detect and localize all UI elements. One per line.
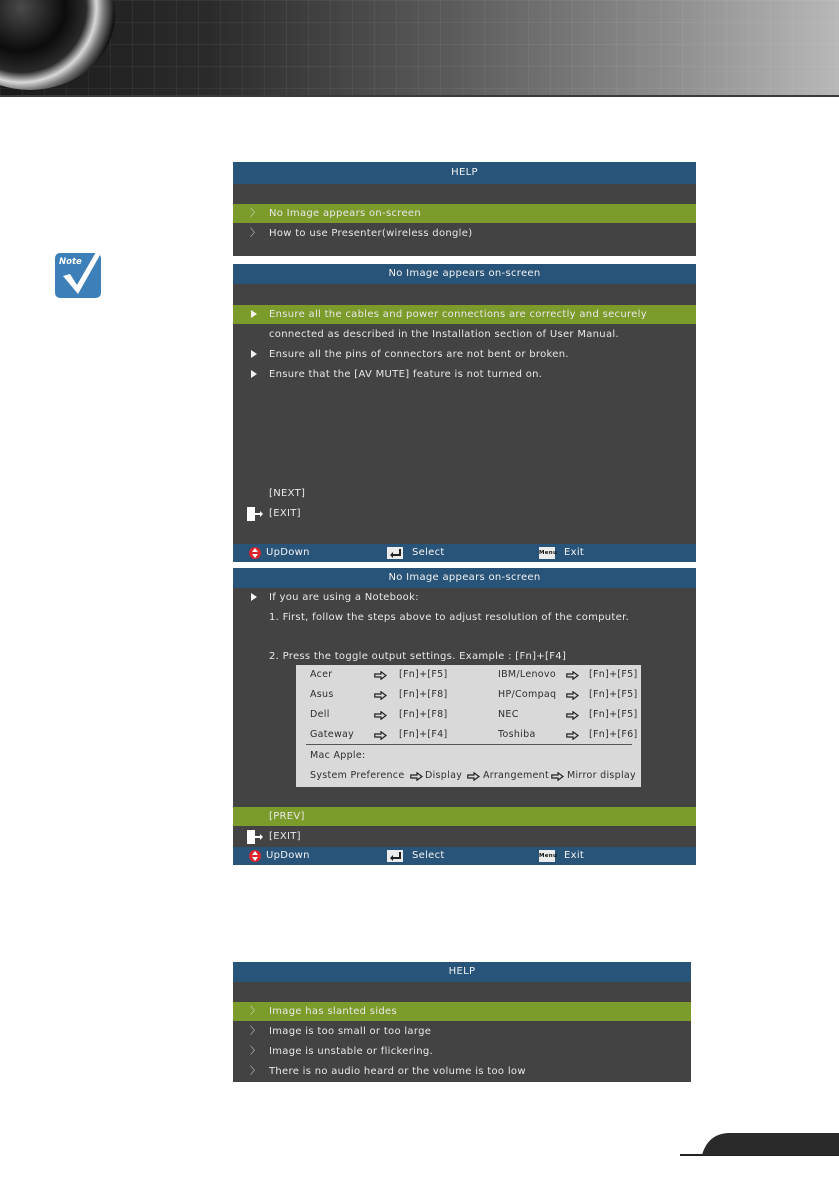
brand-name: Acer	[310, 669, 333, 680]
panel-title: No Image appears on-screen	[233, 568, 696, 588]
intro-row	[233, 588, 696, 607]
arrow-right-icon	[551, 772, 564, 781]
brand-name: Gateway	[310, 729, 355, 740]
brand-name: IBM/Lenovo	[498, 669, 556, 680]
next-label: [NEXT]	[269, 488, 306, 499]
step-text: 1. First, follow the steps above to adjust resolution of the computer.	[269, 612, 630, 623]
banner-pattern	[0, 0, 839, 97]
menu-key-icon: Menu	[539, 547, 555, 559]
hotkey-table	[296, 665, 641, 787]
updown-label: UpDown	[266, 850, 310, 861]
exit-button[interactable]	[233, 827, 696, 846]
menu-item-label: Image is too small or too large	[269, 1026, 432, 1037]
triangle-bullet-icon	[251, 370, 257, 378]
select-label: Select	[412, 850, 445, 861]
arrow-right-icon	[566, 671, 579, 680]
bullet-text: Ensure all the pins of connectors are not bent or broken.	[269, 349, 569, 360]
select-label: Select	[412, 547, 445, 558]
bullet-row	[233, 365, 696, 384]
arrow-right-icon	[566, 731, 579, 740]
brand-keys: [Fn]+[F5]	[589, 709, 638, 720]
menu-item-size[interactable]	[233, 1022, 691, 1041]
arrow-right-icon	[566, 711, 579, 720]
menu-item-flicker[interactable]	[233, 1042, 691, 1061]
menu-item-slanted-sides[interactable]	[233, 1002, 691, 1021]
updown-icon	[249, 547, 261, 559]
step-row	[233, 647, 696, 666]
enter-key-icon	[387, 547, 403, 559]
brand-keys: [Fn]+[F5]	[589, 669, 638, 680]
panel-title: No Image appears on-screen	[233, 264, 696, 284]
chevron-right-icon: 〉	[250, 1026, 261, 1037]
triangle-bullet-icon	[251, 350, 257, 358]
menu-item-label: There is no audio heard or the volume is too low	[269, 1066, 526, 1077]
bullet-row	[233, 345, 696, 364]
intro-text: If you are using a Notebook:	[269, 592, 419, 603]
brand-name: Asus	[310, 689, 334, 700]
mac-step: Display	[425, 770, 463, 781]
no-image-help-panel	[233, 264, 696, 562]
triangle-bullet-icon	[251, 593, 257, 601]
brand-keys: [Fn]+[F5]	[589, 689, 638, 700]
menu-item-presenter[interactable]	[233, 224, 696, 243]
menu-item-label: Image is unstable or flickering.	[269, 1046, 433, 1057]
bullet-row	[233, 305, 696, 324]
chevron-right-icon: 〉	[250, 1046, 261, 1057]
mac-step: System Preference	[310, 770, 405, 781]
exit-hint-label: Exit	[564, 547, 585, 558]
updown-icon	[249, 850, 261, 862]
header-banner	[0, 0, 839, 97]
bullet-row	[233, 325, 696, 344]
exit-hint-label: Exit	[564, 850, 585, 861]
bullet-text: Ensure that the [AV MUTE] feature is not turned on.	[269, 369, 543, 380]
bullet-text: connected as described in the Installation section of User Manual.	[269, 329, 619, 340]
exit-label: [EXIT]	[269, 508, 301, 519]
menu-item-label: How to use Presenter(wireless dongle)	[269, 228, 473, 239]
menu-item-label: No Image appears on-screen	[269, 208, 421, 219]
brand-name: Dell	[310, 709, 330, 720]
key-hint-footer	[233, 847, 696, 865]
bullet-text: Ensure all the cables and power connections are correctly and securely	[269, 309, 647, 320]
updown-label: UpDown	[266, 547, 310, 558]
prev-button[interactable]	[233, 807, 696, 826]
help-menu-panel	[233, 162, 696, 256]
menu-item-audio[interactable]	[233, 1062, 691, 1081]
banner-divider	[0, 95, 839, 97]
brand-name: HP/Compaq	[498, 689, 557, 700]
arrow-right-icon	[374, 671, 387, 680]
page-tab-decoration	[680, 1132, 839, 1156]
exit-button[interactable]	[233, 504, 696, 523]
panel-title: HELP	[233, 162, 696, 184]
arrow-right-icon	[374, 711, 387, 720]
brand-keys: [Fn]+[F6]	[589, 729, 638, 740]
exit-door-icon	[247, 507, 263, 521]
chevron-right-icon: 〉	[250, 208, 261, 219]
arrow-right-icon	[374, 731, 387, 740]
mac-title: Mac Apple:	[310, 750, 366, 761]
brand-name: Toshiba	[498, 729, 536, 740]
arrow-right-icon	[374, 691, 387, 700]
brand-keys: [Fn]+[F5]	[399, 669, 448, 680]
arrow-right-icon	[410, 772, 423, 781]
table-divider	[306, 744, 632, 745]
triangle-bullet-icon	[251, 310, 257, 318]
step-row	[233, 608, 696, 627]
chevron-right-icon: 〉	[250, 1006, 261, 1017]
mac-step: Arrangement	[483, 770, 550, 781]
arrow-right-icon	[566, 691, 579, 700]
exit-label: [EXIT]	[269, 831, 301, 842]
step-text: 2. Press the toggle output settings. Example : [Fn]+[F4]	[269, 651, 567, 662]
note-label: Note	[59, 257, 82, 267]
prev-label: [PREV]	[269, 811, 305, 822]
key-hint-footer	[233, 544, 696, 562]
brand-keys: [Fn]+[F4]	[399, 729, 448, 740]
brand-keys: [Fn]+[F8]	[399, 689, 448, 700]
notebook-help-panel	[233, 568, 696, 865]
note-icon	[54, 247, 104, 299]
next-button[interactable]	[233, 484, 696, 503]
exit-door-icon	[247, 830, 263, 844]
help-menu-panel-2	[233, 962, 691, 1082]
brand-name: NEC	[498, 709, 519, 720]
enter-key-icon	[387, 850, 403, 862]
arrow-right-icon	[467, 772, 480, 781]
brand-keys: [Fn]+[F8]	[399, 709, 448, 720]
panel-title: HELP	[233, 962, 691, 982]
menu-key-icon: Menu	[539, 850, 555, 862]
mac-step: Mirror display	[567, 770, 636, 781]
chevron-right-icon: 〉	[250, 1066, 261, 1077]
menu-item-label: Image has slanted sides	[269, 1006, 398, 1017]
menu-item-no-image[interactable]	[233, 204, 696, 223]
chevron-right-icon: 〉	[250, 228, 261, 239]
